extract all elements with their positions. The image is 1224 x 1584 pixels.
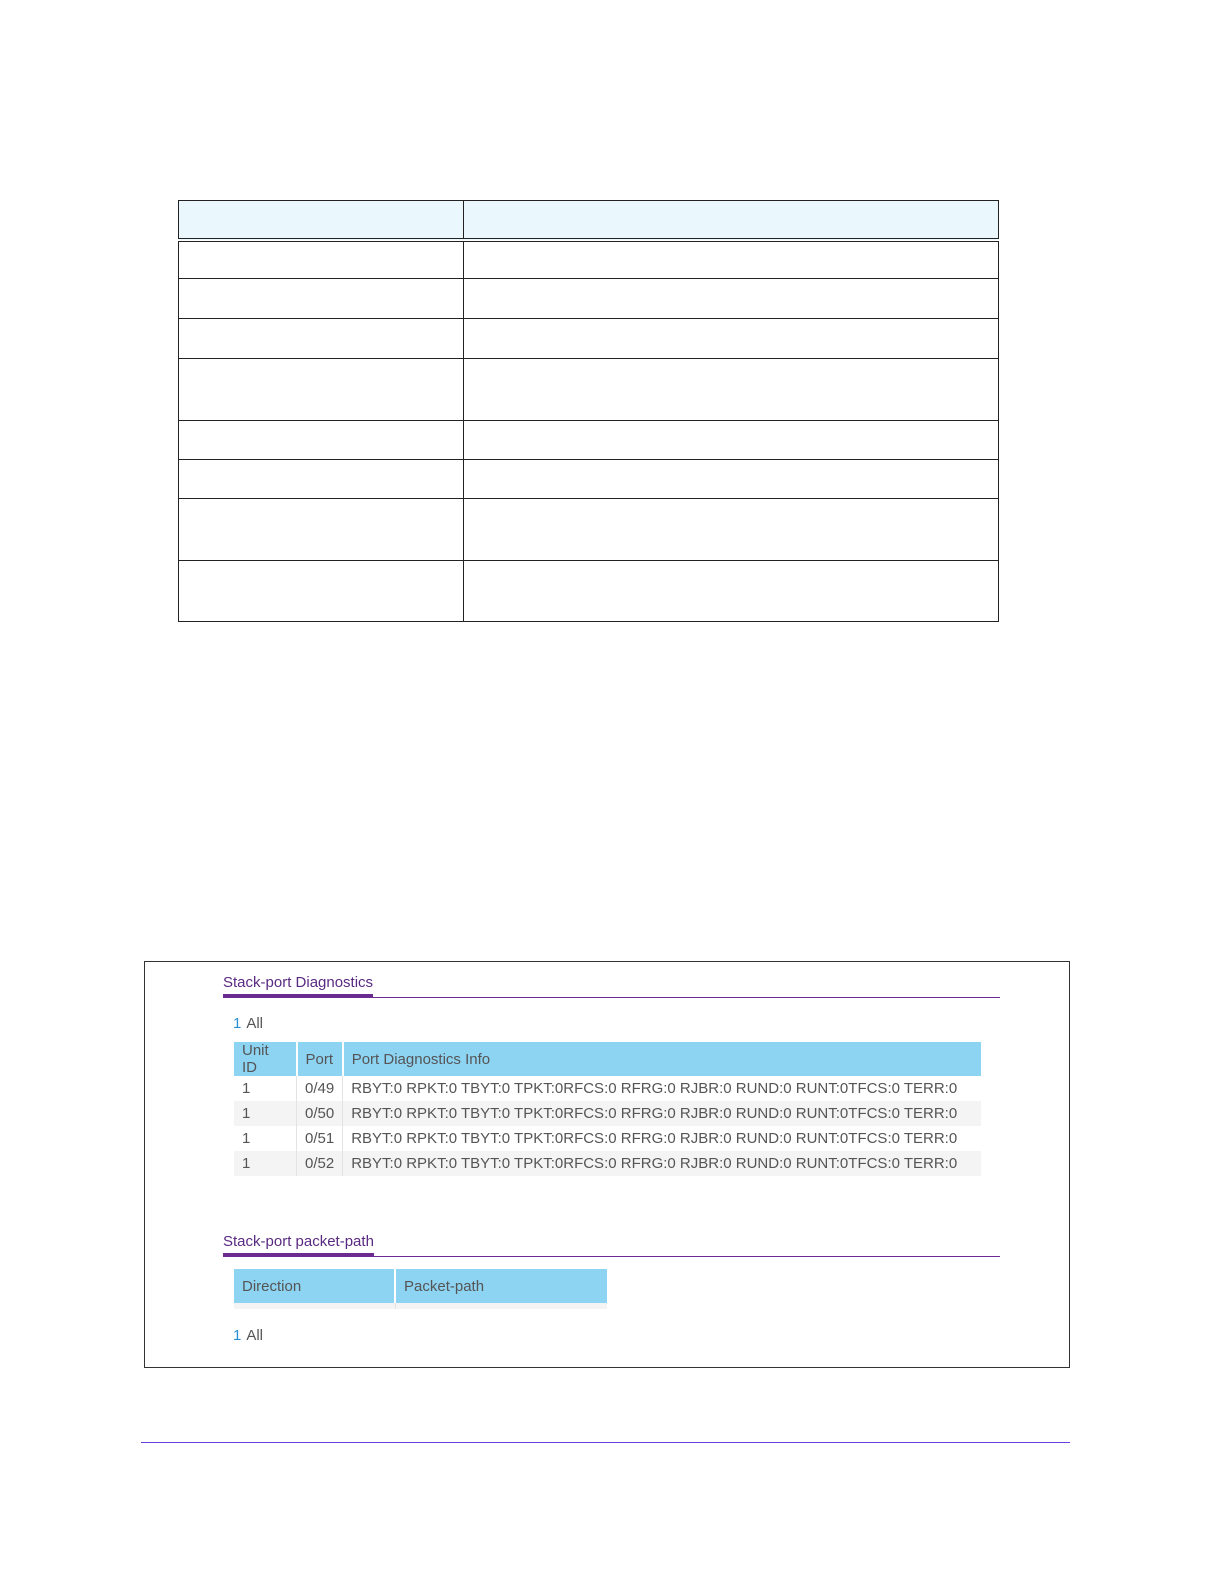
- column-header-packet-path[interactable]: Packet-path: [395, 1269, 607, 1303]
- document-table-row: [179, 240, 999, 278]
- packet-path-section-rule: [223, 1256, 1000, 1257]
- column-header-unit-id[interactable]: Unit ID: [234, 1042, 297, 1076]
- unit-id-cell: 1: [234, 1076, 297, 1101]
- table-row[interactable]: [234, 1101, 981, 1126]
- document-table-row: [179, 420, 999, 459]
- diagnostics-info-cell: RBYT:0 RPKT:0 TBYT:0 TPKT:0RFCS:0 RFRG:0 RJBR:0 RUND:0 RUNT:0TFCS:0 TERR:0: [351, 1080, 958, 1097]
- document-table-row: [179, 498, 999, 560]
- page-number-link[interactable]: 1: [233, 1327, 242, 1344]
- stack-port-screenshot: [144, 961, 1070, 1368]
- packet-path-pager: [233, 1327, 263, 1344]
- diagnostics-info-cell: RBYT:0 RPKT:0 TBYT:0 TPKT:0RFCS:0 RFRG:0 RJBR:0 RUND:0 RUNT:0TFCS:0 TERR:0: [351, 1130, 958, 1147]
- column-header-port[interactable]: Port: [297, 1042, 343, 1076]
- document-table: [178, 200, 999, 622]
- document-table-row: [179, 560, 999, 621]
- diagnostics-section-rule: [223, 997, 1000, 998]
- diagnostics-table: [234, 1042, 981, 1176]
- packet-path-table: [234, 1269, 607, 1309]
- show-all-link[interactable]: All: [246, 1015, 264, 1032]
- diagnostics-info-cell: RBYT:0 RPKT:0 TBYT:0 TPKT:0RFCS:0 RFRG:0 RJBR:0 RUND:0 RUNT:0TFCS:0 TERR:0: [343, 1151, 981, 1176]
- port-cell: 0/49: [297, 1076, 343, 1101]
- packet-path-section-title: Stack-port packet-path: [223, 1233, 374, 1256]
- table-row[interactable]: [234, 1126, 981, 1151]
- port-cell: 0/52: [297, 1151, 343, 1176]
- table-row: [234, 1303, 607, 1309]
- diagnostics-info-cell: RBYT:0 RPKT:0 TBYT:0 TPKT:0RFCS:0 RFRG:0 RJBR:0 RUND:0 RUNT:0TFCS:0 TERR:0: [343, 1101, 981, 1126]
- table-row[interactable]: [234, 1076, 981, 1101]
- document-table-row: [179, 318, 999, 358]
- port-cell: 0/51: [297, 1126, 343, 1151]
- document-table-row: [179, 278, 999, 318]
- document-table-row: [179, 358, 999, 420]
- document-table-row: [179, 459, 999, 498]
- port-cell: 0/50: [297, 1101, 343, 1126]
- unit-id-cell: 1: [234, 1126, 297, 1151]
- footer-rule: [141, 1442, 1070, 1443]
- diagnostics-section-title: Stack-port Diagnostics: [223, 974, 373, 997]
- column-header-port-diagnostics-info[interactable]: Port Diagnostics Info: [343, 1042, 981, 1076]
- column-header-direction[interactable]: Direction: [234, 1269, 395, 1303]
- unit-id-cell: 1: [234, 1151, 297, 1176]
- table-row[interactable]: [234, 1151, 981, 1176]
- show-all-link[interactable]: All: [246, 1327, 264, 1344]
- page-number-link[interactable]: 1: [233, 1015, 242, 1032]
- unit-id-cell: 1: [234, 1101, 297, 1126]
- diagnostics-pager: [233, 1015, 263, 1032]
- document-table-header: [179, 201, 999, 241]
